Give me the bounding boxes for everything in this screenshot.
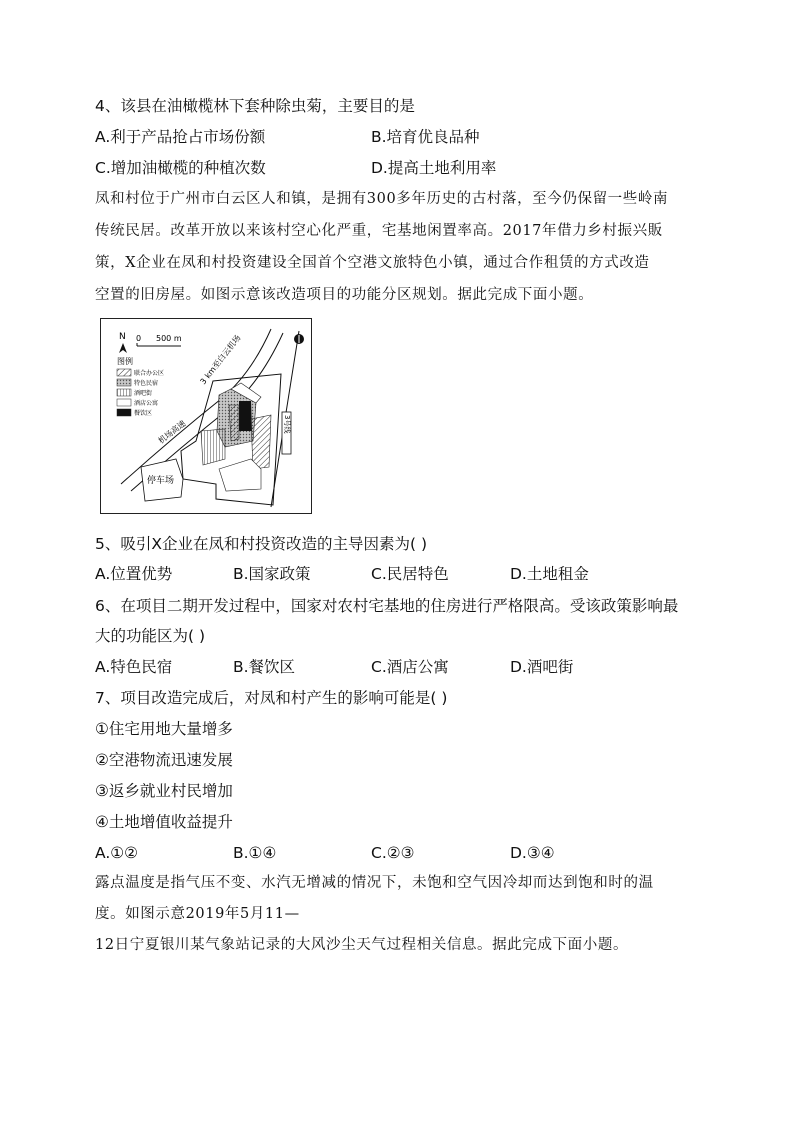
q7-item-3: ③返乡就业村民增加 <box>95 782 233 800</box>
north-arrow-icon <box>119 343 127 353</box>
passage1-line3: 策，X企业在凤和村投资建设全国首个空港文旅特色小镇，通过合作租赁的方式改造 <box>95 255 650 271</box>
q5-option-a: A.位置优势 <box>95 565 173 583</box>
legend-dining: 餐饮区 <box>134 410 153 417</box>
zone-dining <box>239 401 252 431</box>
airport-road-label: 3 km至白云机场 <box>198 333 243 387</box>
q4-option-b: B.培育优良品种 <box>371 128 480 146</box>
scale-zero: 0 <box>136 334 142 343</box>
map-svg <box>101 319 311 513</box>
north-label: N <box>119 332 126 342</box>
q4-option-a: A.利于产品抢占市场份额 <box>95 128 266 146</box>
q4-option-d: D.提高土地利用率 <box>371 159 497 177</box>
q7-option-b: B.①④ <box>233 844 277 862</box>
legend-swatch-dining <box>117 409 131 416</box>
q7-stem: 7、项目改造完成后，对凤和村产生的影响可能是( ) <box>95 689 448 707</box>
line3-label: 3号线 <box>283 415 291 434</box>
q7-option-d: D.③④ <box>510 844 555 862</box>
passage1-line4: 空置的旧房屋。如图示意该改造项目的功能分区规划。据此完成下面小题。 <box>95 287 594 303</box>
q4-stem: 4、该县在油橄榄林下套种除虫菊，主要目的是 <box>95 97 415 115</box>
legend-swatch-bar <box>117 389 131 396</box>
q7-item-4: ④土地增值收益提升 <box>95 813 233 831</box>
scale-label: 500 m <box>156 334 182 343</box>
q5-option-b: B.国家政策 <box>233 565 311 583</box>
q7-option-c: C.②③ <box>371 844 415 862</box>
passage1-line1: 凤和村位于广州市白云区人和镇，是拥有300多年历史的古村落，至今仍保留一些岭南 <box>95 191 669 207</box>
legend-homestay: 特色民宿 <box>134 380 159 387</box>
q7-option-a: A.①② <box>95 844 139 862</box>
zone-office <box>229 405 239 441</box>
q6-option-c: C.酒店公寓 <box>371 658 449 676</box>
q7-item-2: ②空港物流迅速发展 <box>95 751 233 769</box>
q4-option-c: C.增加油橄榄的种植次数 <box>95 159 266 177</box>
legend-swatch-office <box>117 369 131 376</box>
legend-office: 联合办公区 <box>134 370 165 377</box>
q6-option-b: B.餐饮区 <box>233 658 296 676</box>
passage1-line2: 传统民居。改革开放以来该村空心化严重，宅基地闲置率高。2017年借力乡村振兴販 <box>95 223 663 239</box>
expressway-label: 机场高速 <box>156 418 188 446</box>
passage2-line2: 度。如图示意2019年5月11— <box>95 906 300 922</box>
q6-option-a: A.特色民宿 <box>95 658 173 676</box>
function-zone-map <box>100 318 312 514</box>
zone-bar-street <box>201 429 225 465</box>
q5-stem: 5、吸引X企业在凤和村投资改造的主导因素为( ) <box>95 535 428 553</box>
q5-option-c: C.民居特色 <box>371 565 449 583</box>
legend-hotel: 酒店公寓 <box>134 400 159 407</box>
passage2-line1: 露点温度是指气压不变、水汽无增减的情况下，未饱和空气因冷却而达到饱和时的温 <box>95 875 654 891</box>
zone-hotel-south <box>219 459 261 491</box>
q5-option-d: D.土地租金 <box>510 565 589 583</box>
parking-label: 停车场 <box>147 476 175 486</box>
legend-swatch-homestay <box>117 379 131 386</box>
zone-office-east <box>251 415 271 469</box>
q6-stem-line1: 6、在项目二期开发过程中，国家对农村宅基地的住房进行严格限高。受该政策影响最 <box>95 597 679 615</box>
q6-stem-line2: 大的功能区为( ) <box>95 627 206 645</box>
legend-bar: 酒吧街 <box>134 390 153 397</box>
q7-item-1: ①住宅用地大量增多 <box>95 720 233 738</box>
legend-swatch-hotel <box>117 399 131 406</box>
legend-title: 图例 <box>117 357 133 366</box>
passage2-line3: 12日宁夏银川某气象站记录的大风沙尘天气过程相关信息。据此完成下面小题。 <box>95 937 629 953</box>
q6-option-d: D.酒吧街 <box>510 658 574 676</box>
